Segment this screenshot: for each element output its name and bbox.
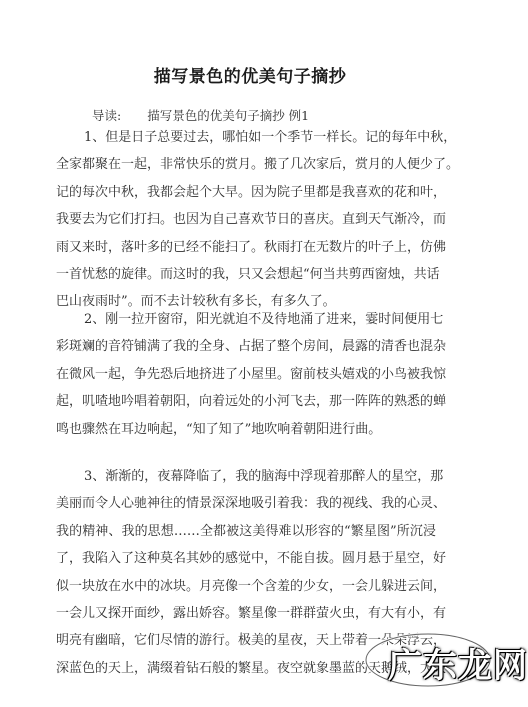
paragraph-1 [56,124,460,316]
paragraph-line: 3、渐渐的，夜幕降临了，我的脑海中浮现着那醉人的星空，那 [84,469,444,484]
paragraph-line: 1、但是日子总要过去，哪怕如一个季节一样长。记的每年中秋， [84,130,457,145]
paragraph-line: 全家都聚在一起，非常快乐的赏月。搬了几次家后，赏月的人便少了。 [56,157,460,173]
guide-line [92,106,309,124]
paragraph-line: 深蓝色的天上，满缀着钻石般的繁星。夜空就象墨蓝的天鹅绒，大大 [56,660,447,676]
watermark-text: 广东龙网 [388,646,528,686]
paragraph-line: 我要去为它们打扫。也因为自己喜欢节日的喜庆。直到天气渐冷，而 [56,212,447,228]
paragraph-line: 一首忧愁的旋律。而这时的我，只又会想起“何当共剪西窗烛，共话 [56,267,440,283]
paragraph-line: 一会儿又探开面纱，露出娇容。繁星像一群群萤火虫，有大有小，有 [56,606,447,622]
paragraph-2 [56,306,447,443]
paragraph-line: 记的每次中秋，我都会起个大早。因为院子里都是我喜欢的花和叶， [56,184,447,200]
paragraph-line: 鸣也骤然在耳边响起，“知了知了”地吹响着朝阳进行曲。 [56,421,382,437]
paragraph-line: 了，我陷入了这种莫名其妙的感觉中，不能自拔。圆月悬于星空，好 [56,551,447,567]
paragraph-line: 2、刚一拉开窗帘，阳光就迫不及待地涌了进来，霎时间便用七 [84,312,444,327]
paragraph-line: 我的精神、我的思想……全都被这美得难以形容的“繁星图”所沉浸 [56,523,436,539]
paragraph-line: 美丽而令人心驰神往的情景深深地吸引着我：我的视线、我的心灵、 [56,496,447,512]
paragraph-line: 彩斑斓的音符铺满了我的全身、占据了整个房间，晨露的清香也混杂 [56,339,447,355]
paragraph-line: 雨又来时，落叶多的已经不能扫了。秋雨打在无数片的叶子上，仿佛 [56,239,447,255]
paragraph-line: 明亮有幽暗，它们尽情的游行。极美的星夜，天上带着一朵朵浮云， [56,633,447,649]
paragraph-line: 巴山夜雨时”。而不去计较秋有多长，有多久了。 [56,294,336,310]
guide-text: 描写景色的优美句子摘抄 例1 [147,108,310,123]
watermark [360,624,528,702]
guide-label: 导读: [92,108,122,123]
paragraph-line: 似一块放在水中的冰块。月亮像一个含羞的少女，一会儿躲进云间， [56,578,447,594]
paragraph-line: 起，叽喳地吟唱着朝阳，向着远处的小河飞去，那一阵阵的熟悉的蝉 [56,394,447,410]
paragraph-line: 在微风一起，争先恐后地挤进了小屋里。窗前枝头嬉戏的小鸟被我惊 [56,366,447,382]
page-title: 描写景色的优美句子摘抄 [153,67,347,87]
